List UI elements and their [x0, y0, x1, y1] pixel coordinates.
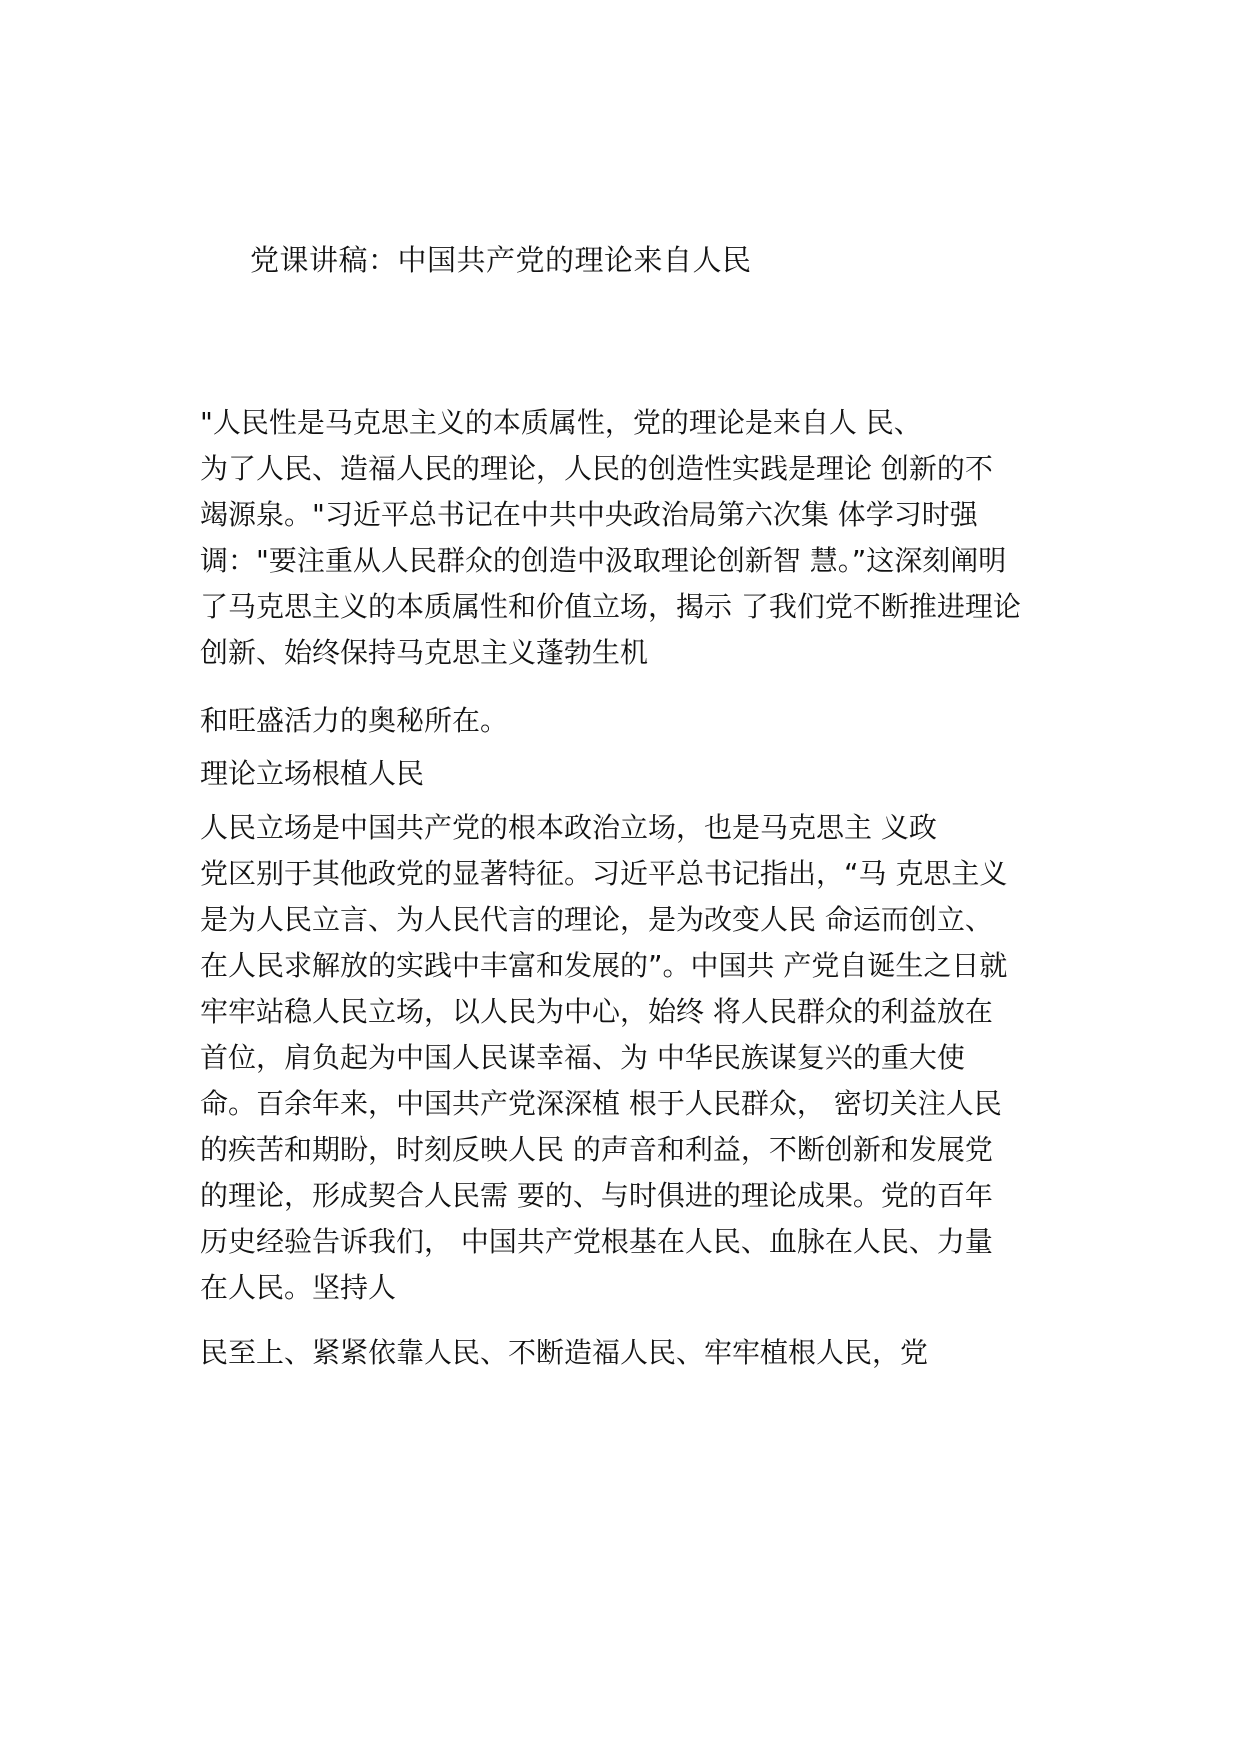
document-title: 党课讲稿：中国共产党的理论来自人民	[250, 243, 752, 277]
paragraph-1-line: 调："要注重从人民群众的创造中汲取理论创新智 慧。”这深刻阐明	[200, 544, 1007, 577]
paragraph-2-line: 在人民求解放的实践中丰富和发展的”。中国共 产党自诞生之日就	[200, 949, 1008, 982]
paragraph-1-line: 为了人民、造福人民的理论，人民的创造性实践是理论 创新的不	[200, 452, 993, 485]
paragraph-2-line: 在人民。坚持人	[200, 1271, 397, 1304]
paragraph-1-continuation	[200, 698, 1080, 744]
paragraph-1-line: 竭源泉。"习近平总书记在中共中央政治局第六次集 体学习时强	[200, 498, 978, 531]
paragraph-2-line: 的疾苦和期盼，时刻反映人民 的声音和利益，不断创新和发展党	[200, 1133, 993, 1166]
paragraph-1-line: 了马克思主义的本质属性和价值立场，揭示 了我们党不断推进理论	[200, 590, 1021, 623]
paragraph-1-line: "人民性是马克思主义的本质属性，党的理论是来自人 民、	[200, 406, 922, 439]
paragraph-2-line: 人民立场是中国共产党的根本政治立场，也是马克思主 义政	[200, 811, 937, 844]
paragraph-1-line: 创新、始终保持马克思主义蓬勃生机	[200, 636, 649, 669]
paragraph-2-line: 牢牢站稳人民立场，以人民为中心，始终 将人民群众的利益放在	[200, 995, 993, 1028]
paragraph-2-line: 是为人民立言、为人民代言的理论，是为改变人民 命运而创立、	[200, 903, 993, 936]
paragraph-2	[200, 805, 1080, 1311]
paragraph-2-continuation-line: 民至上、紧紧依靠人民、不断造福人民、牢牢植根人民，党	[200, 1336, 929, 1369]
paragraph-2-line: 首位，肩负起为中国人民谋幸福、为 中华民族谋复兴的重大使	[200, 1041, 965, 1074]
paragraph-2-line: 历史经验告诉我们， 中国共产党根基在人民、血脉在人民、力量	[200, 1225, 993, 1258]
paragraph-2-continuation	[200, 1330, 1080, 1376]
paragraph-2-line: 命。百余年来，中国共产党深深植 根于人民群众， 密切关注人民	[200, 1087, 1002, 1120]
paragraph-1	[200, 400, 1080, 676]
section-heading	[200, 751, 1080, 797]
paragraph-2-line: 的理论，形成契合人民需 要的、与时俱进的理论成果。党的百年	[200, 1179, 993, 1212]
paragraph-1-continuation-line: 和旺盛活力的奥秘所在。	[200, 704, 509, 737]
section-heading-text: 理论立场根植人民	[200, 757, 425, 790]
paragraph-2-line: 党区别于其他政党的显著特征。习近平总书记指出，“马 克思主义	[200, 857, 1008, 890]
